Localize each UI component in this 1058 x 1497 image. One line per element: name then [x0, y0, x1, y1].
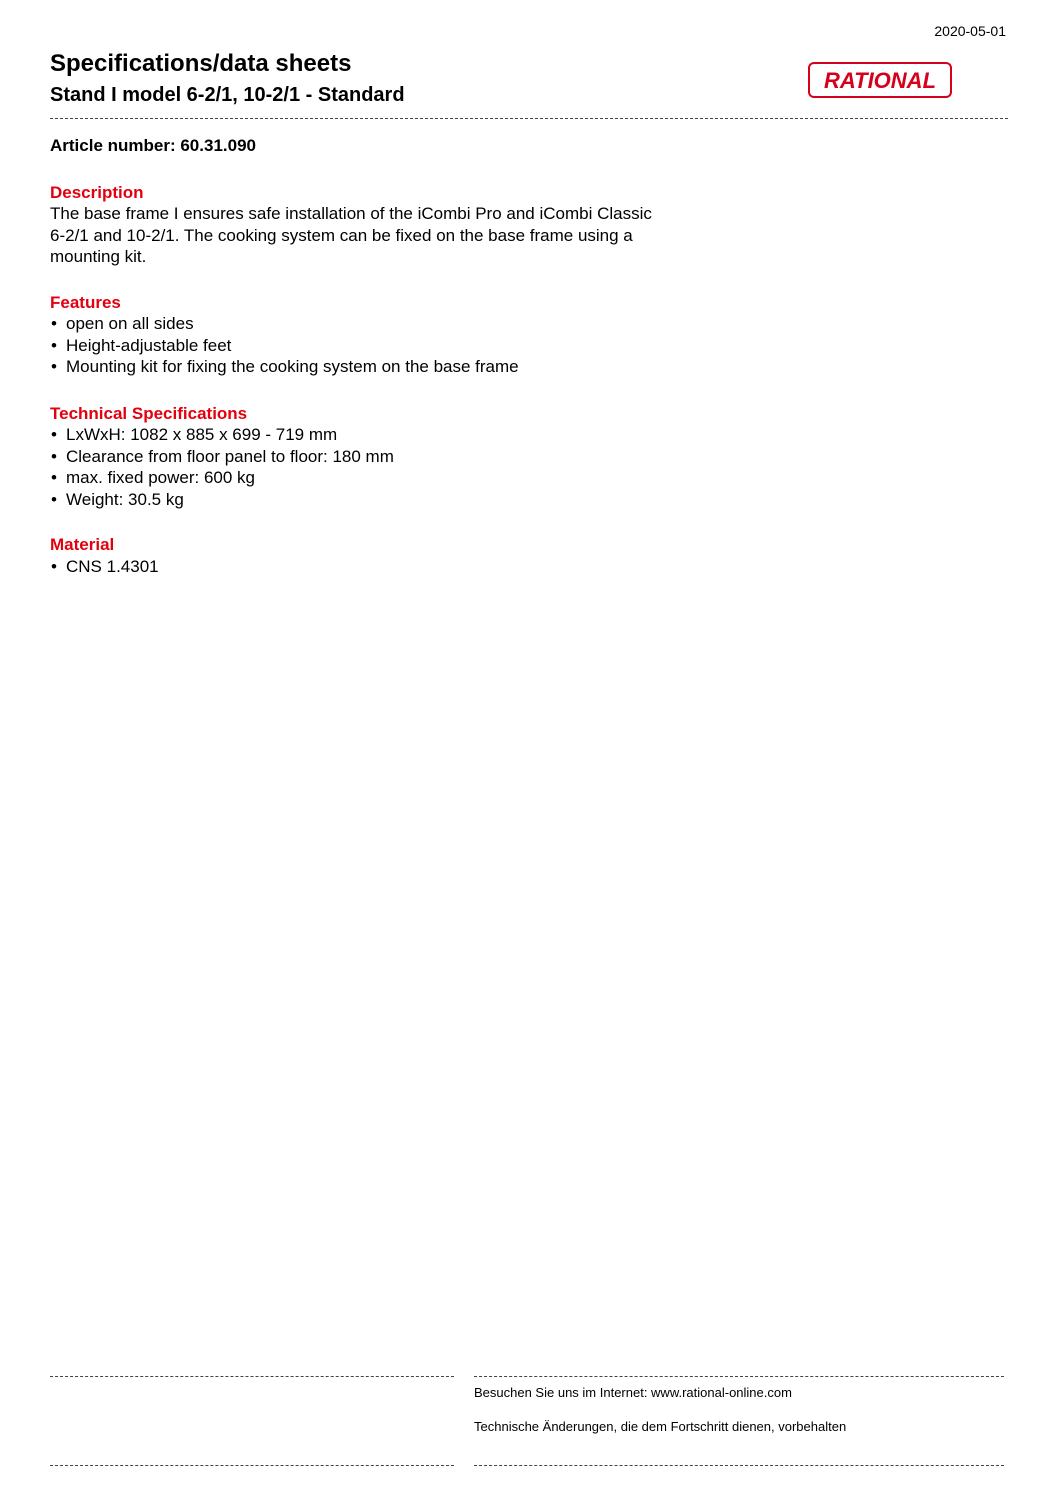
material-item: • CNS 1.4301	[50, 556, 159, 578]
footer-divider-right-bottom	[474, 1465, 1004, 1466]
description-line: 6-2/1 and 10-2/1. The cooking system can be fixed on the base frame using a	[50, 225, 633, 245]
rational-logo	[808, 62, 952, 98]
description-text	[50, 203, 700, 268]
feature-item: • Mounting kit for fixing the cooking system on the base frame	[50, 356, 519, 378]
features-list	[50, 313, 519, 378]
technical-item: • Clearance from floor panel to floor: 180 mm	[50, 446, 394, 468]
document-date: 2020-05-01	[934, 23, 1006, 39]
description-line: The base frame I ensures safe installation of the iCombi Pro and iCombi Classic	[50, 204, 652, 223]
footer-disclaimer: Technische Änderungen, die dem Fortschritt dienen, vorbehalten	[474, 1419, 847, 1434]
material-list	[50, 556, 159, 578]
page-title: Specifications/data sheets	[50, 50, 352, 77]
article-number: Article number: 60.31.090	[50, 136, 256, 155]
footer-website: Besuchen Sie uns im Internet: www.rational-online.com	[474, 1385, 792, 1400]
logo-text: RATIONAL	[823, 68, 937, 93]
footer-divider-left-top	[50, 1376, 454, 1377]
description-line: mounting kit.	[50, 247, 147, 266]
page-subtitle: Stand I model 6-2/1, 10-2/1 - Standard	[50, 84, 405, 106]
feature-item: • Height-adjustable feet	[50, 335, 519, 357]
technical-item: • LxWxH: 1082 x 885 x 699 - 719 mm	[50, 424, 394, 446]
footer-divider-left-bottom	[50, 1465, 454, 1466]
footer-divider-right-top	[474, 1376, 1004, 1377]
description-heading: Description	[50, 183, 144, 202]
feature-item: • open on all sides	[50, 313, 519, 335]
header-divider	[50, 118, 1008, 119]
technical-list	[50, 424, 394, 510]
technical-item: • max. fixed power: 600 kg	[50, 467, 394, 489]
material-heading: Material	[50, 535, 115, 554]
technical-item: • Weight: 30.5 kg	[50, 489, 394, 511]
technical-heading: Technical Specifications	[50, 404, 248, 423]
features-heading: Features	[50, 293, 121, 312]
